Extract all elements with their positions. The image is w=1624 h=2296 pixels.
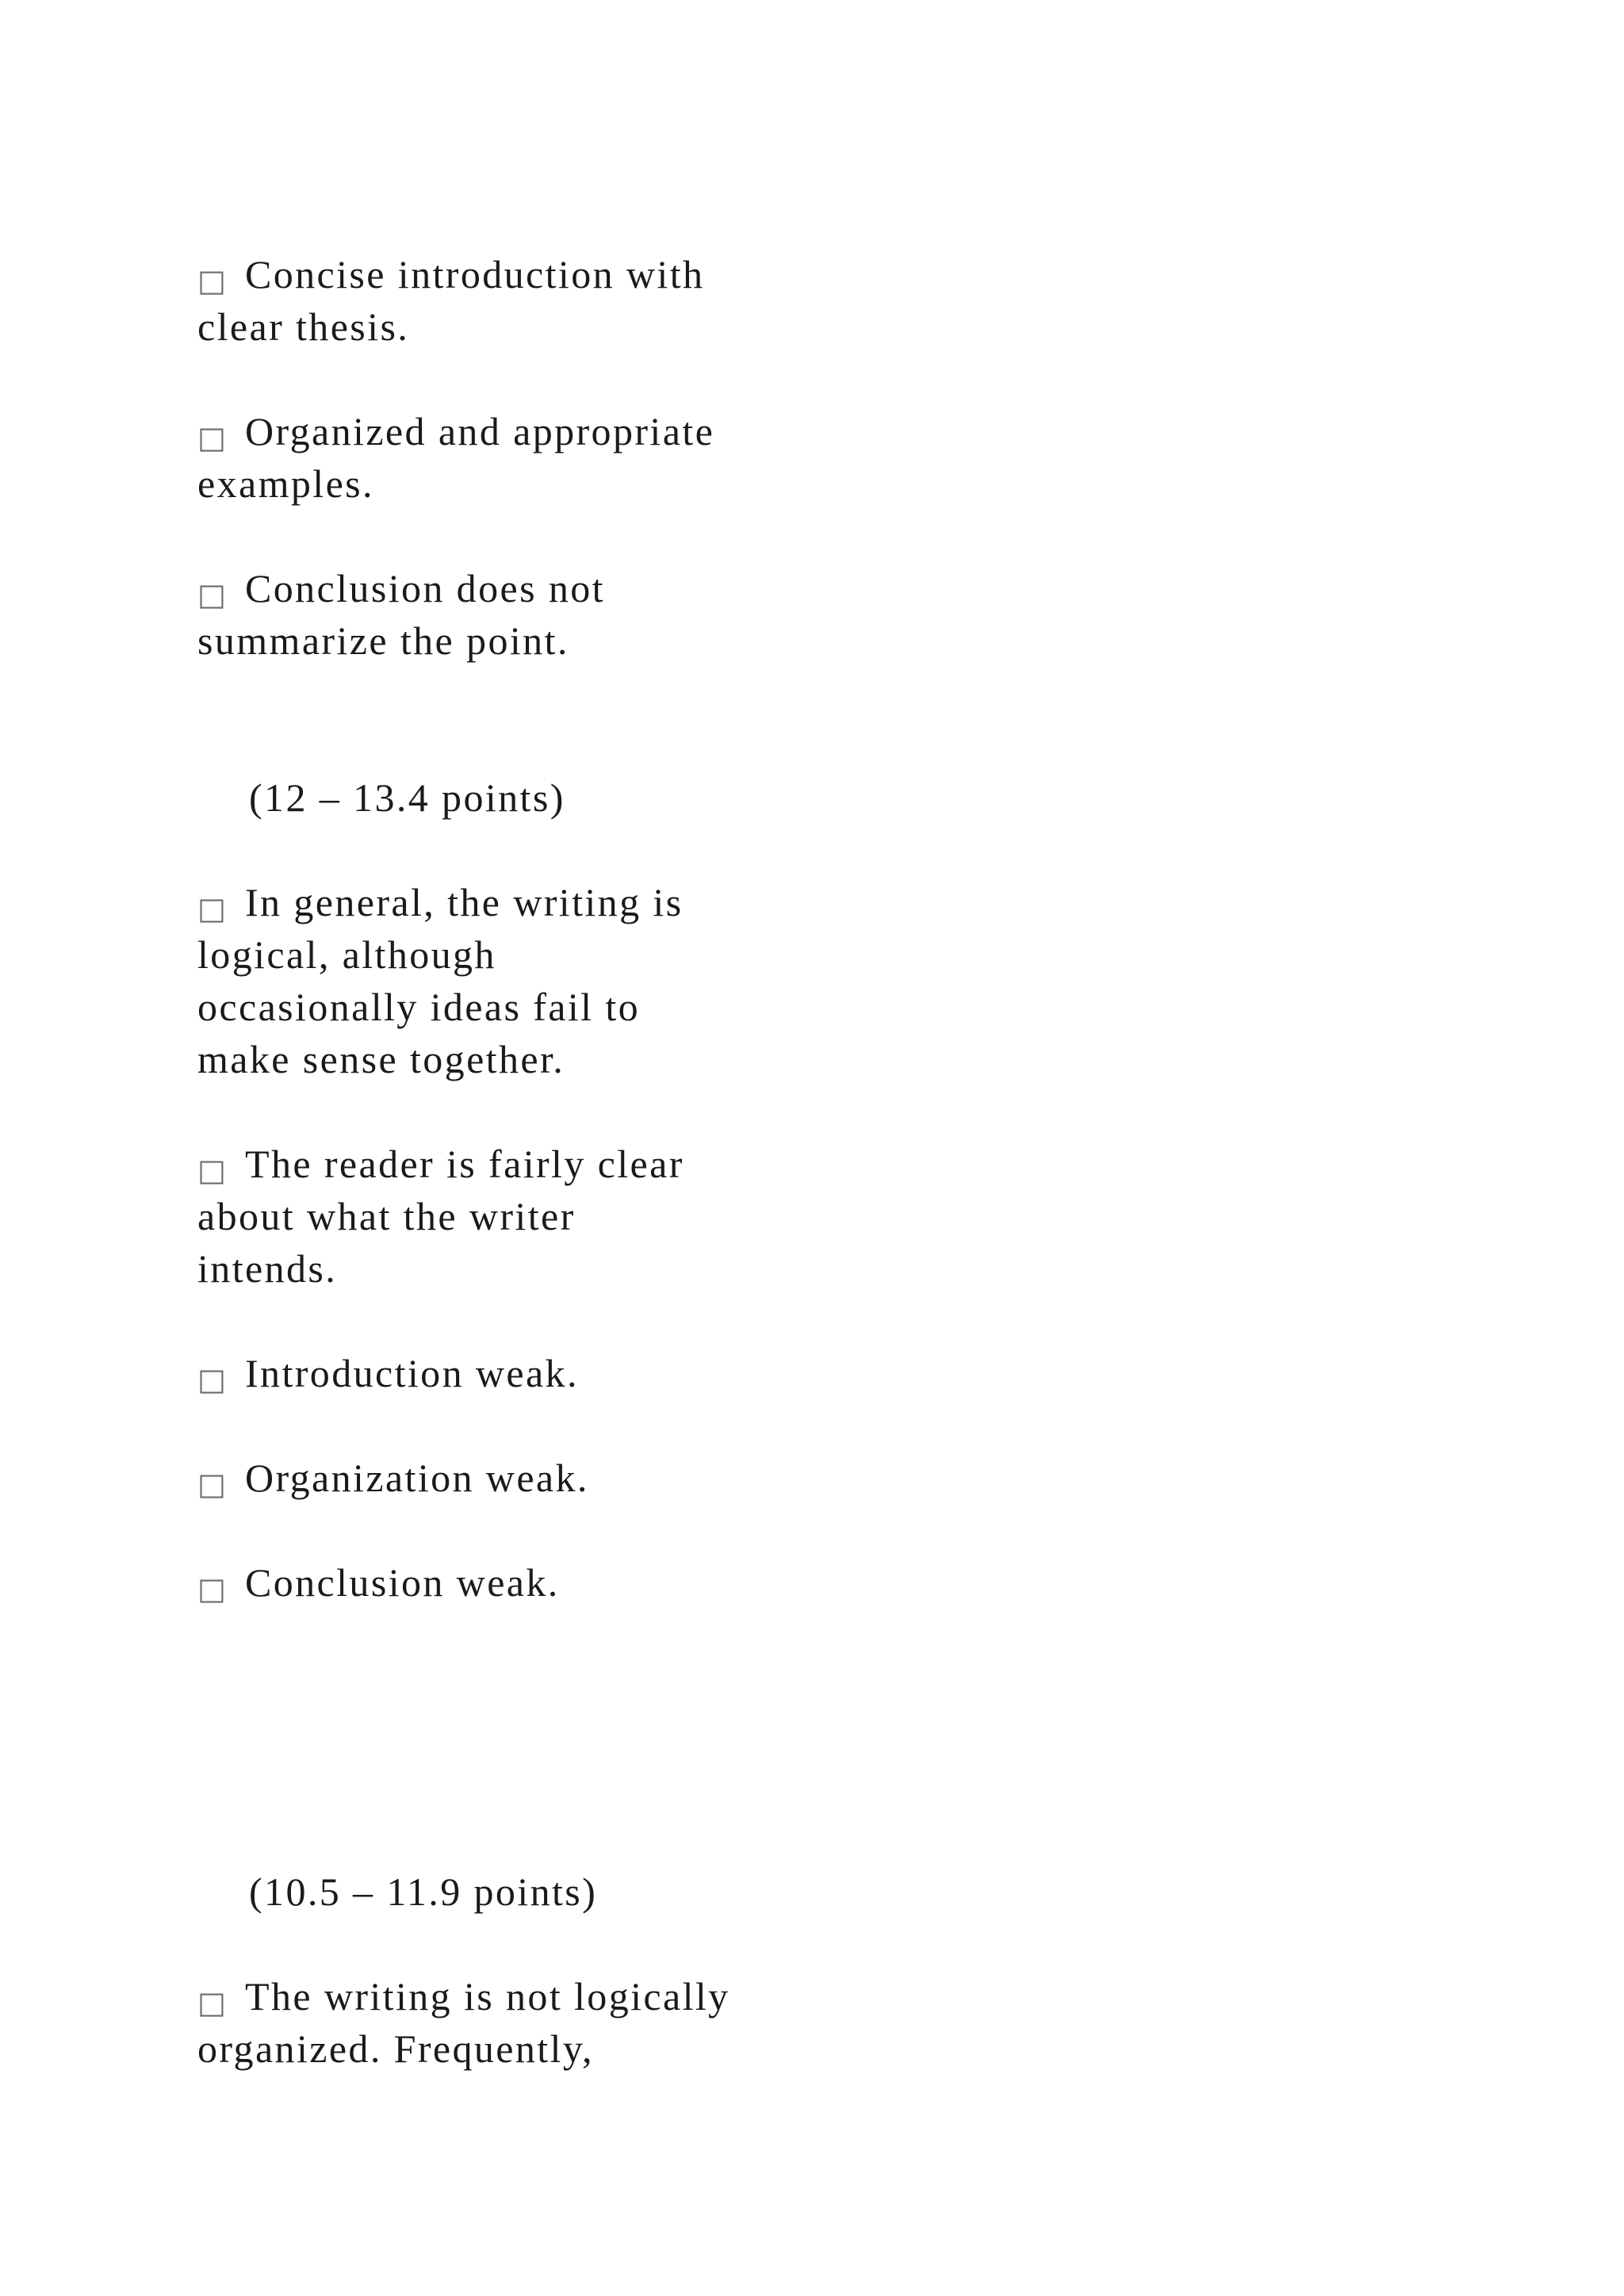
rubric-line: □ The writing is not logically (197, 1970, 730, 2022)
checkbox-bullet-icon: □ (197, 1571, 226, 1606)
rubric-line: □ Concise introduction with (197, 248, 704, 300)
rubric-line: clear thesis. (197, 304, 410, 349)
checkbox-bullet-icon: □ (197, 1467, 226, 1502)
checkbox-bullet-icon: □ (197, 577, 226, 612)
points-range-heading: (10.5 – 11.9 points) (249, 1869, 598, 1914)
rubric-line: □ Organization weak. (197, 1452, 589, 1504)
checkbox-bullet-icon: □ (197, 1985, 226, 2020)
rubric-line: □ The reader is fairly clear (197, 1138, 684, 1190)
checkbox-bullet-icon: □ (197, 891, 226, 926)
rubric-line: about what the writer (197, 1194, 576, 1238)
rubric-line: intends. (197, 1246, 338, 1291)
checkbox-bullet-icon: □ (197, 263, 226, 298)
points-range-heading: (12 – 13.4 points) (249, 775, 565, 820)
rubric-line: organized. Frequently, (197, 2026, 594, 2071)
checkbox-bullet-icon: □ (197, 1362, 226, 1397)
checkbox-bullet-icon: □ (197, 420, 226, 455)
rubric-line: make sense together. (197, 1037, 565, 1081)
rubric-line: □ In general, the writing is (197, 876, 684, 928)
rubric-line: logical, although (197, 932, 496, 977)
rubric-line: □ Conclusion does not (197, 562, 605, 614)
checkbox-bullet-icon: □ (197, 1153, 226, 1188)
rubric-line: examples. (197, 461, 374, 506)
rubric-line: □ Introduction weak. (197, 1347, 579, 1399)
rubric-line: occasionally ideas fail to (197, 985, 641, 1029)
rubric-line: summarize the point. (197, 618, 569, 663)
rubric-line: □ Organized and appropriate (197, 405, 714, 457)
rubric-line: □ Conclusion weak. (197, 1556, 560, 1609)
